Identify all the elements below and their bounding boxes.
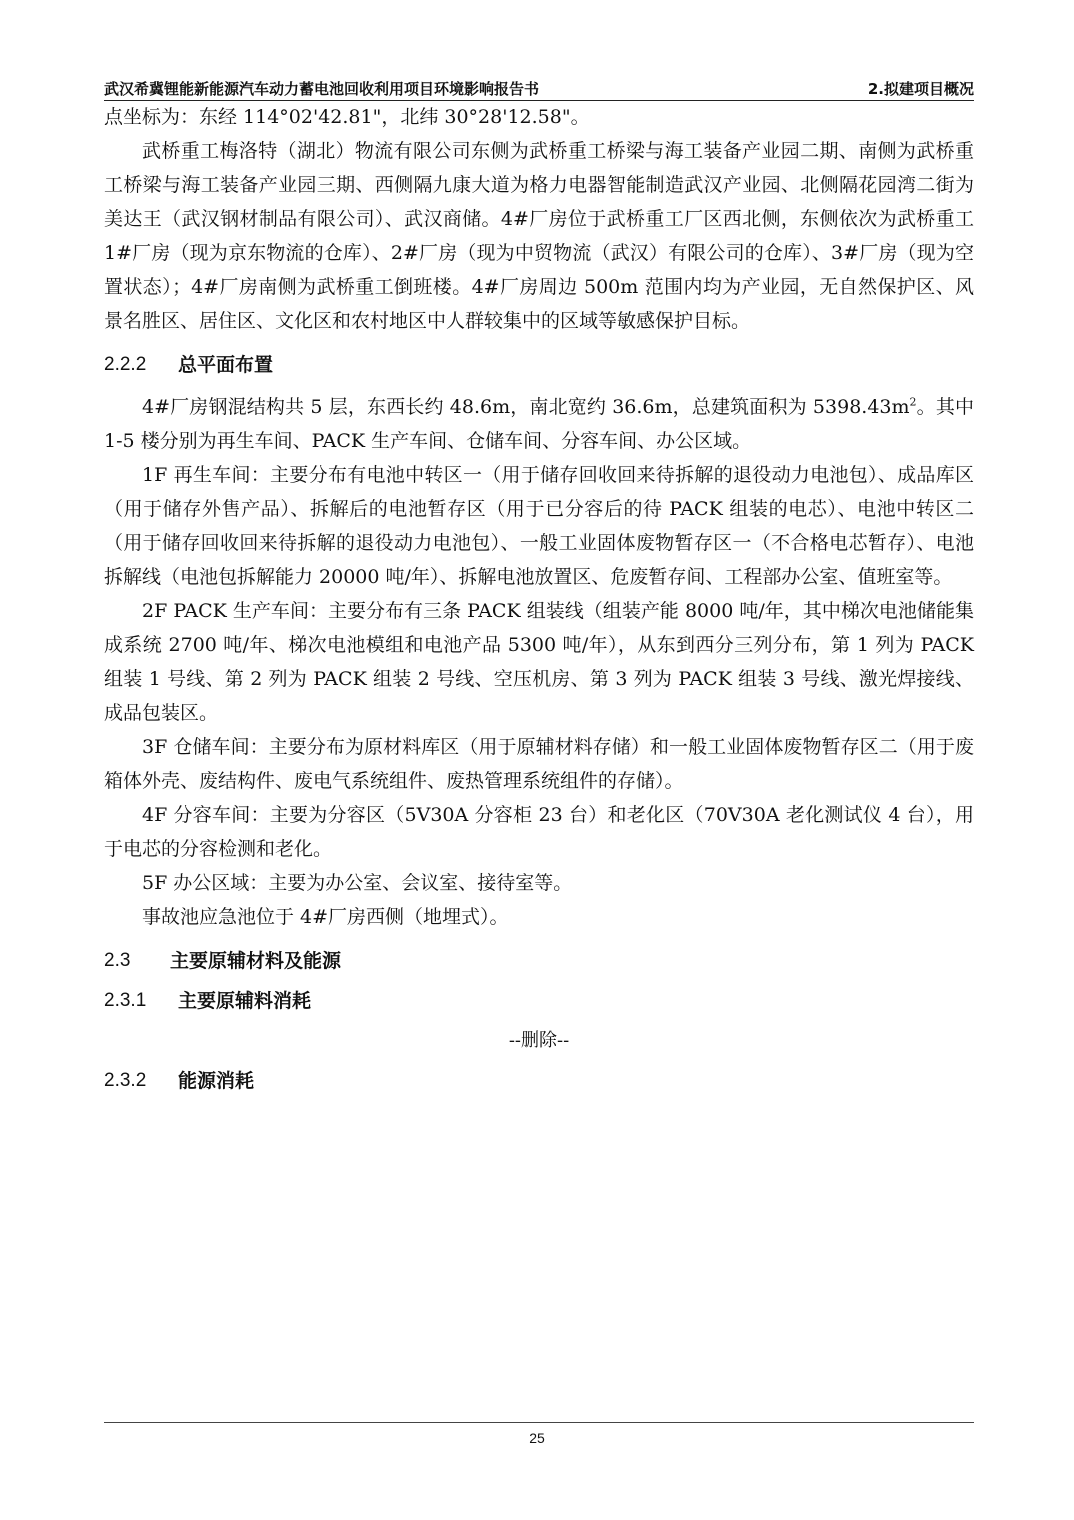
surroundings-paragraph: 武桥重工梅洛特（湖北）物流有限公司东侧为武桥重工桥梁与海工装备产业园二期、南侧为武桥重工桥梁与海工装备产业园三期、西侧隔九康大道为格力电器智能制造武汉产业园、北侧隔花园湾二街为美达王（武汉钢材制品有限公司）、武汉商储。4#厂房位于武桥重工厂区西北侧，东侧依次为武桥重工 1#厂房（现为京东物流的仓库）、2#厂房（现为中贸物流（武汉）有限公司的仓库）、3#厂房（现为空置状态）；4#厂房南侧为武桥重工倒班楼。4#厂房周边 500m 范围内均为产业园，无自然保护区、风景名胜区、居住区、文化区和农村地区中人群较集中的区域等敏感保护目标。 bbox=[104, 140, 974, 332]
section-title: 总平面布置 bbox=[178, 354, 274, 376]
building-structure-paragraph bbox=[104, 390, 974, 458]
floor-1-paragraph: 1F 再生车间：主要分布有电池中转区一（用于储存回收回来待拆解的退役动力电池包）、成品库区（用于储存外售产品）、拆解后的电池暂存区（用于已分容后的待 PACK 组装的电芯）、电池中转区二（用于储存回收回来待拆解的退役动力电池包）、一般工业固体废物暂存区一（不合格电芯暂存）、电池拆解线（电池包拆解能力 20000 吨/年）、拆解电池放置区、危废暂存间、工程部办公室、值班室等。 bbox=[104, 464, 974, 588]
section-title: 能源消耗 bbox=[178, 1070, 255, 1092]
page-header bbox=[104, 76, 974, 100]
floor-2-paragraph: 2F PACK 生产车间：主要分布有三条 PACK 组装线（组装产能 8000 吨/年，其中梯次电池储能集成系统 2700 吨/年、梯次电池模组和电池产品 5300 吨/年），从东到西分三列分布，第 1 列为 PACK 组装 1 号线、第 2 列为 PACK 组装 2 号线、空压机房、第 3 列为 PACK 组装 3 号线、激光焊接线、成品包装区。 bbox=[104, 600, 974, 724]
section-heading-2-3-1 bbox=[104, 988, 974, 1014]
section-heading-2-2-2 bbox=[104, 352, 974, 378]
coordinates-paragraph: 点坐标为：东经 114°02'42.81"，北纬 30°28'12.58"。 bbox=[104, 106, 590, 128]
floor-5-paragraph: 5F 办公区域：主要为办公室、会议室、接待室等。 bbox=[142, 872, 573, 894]
section-number: 2.2.2 bbox=[104, 354, 147, 375]
section-number: 2.3 bbox=[104, 950, 131, 971]
deleted-notice: --删除-- bbox=[508, 1030, 570, 1051]
building-structure-text: 4#厂房钢混结构共 5 层，东西长约 48.6m，南北宽约 36.6m，总建筑面积为 5398.43m bbox=[142, 396, 910, 418]
floor-4-paragraph: 4F 分容车间：主要为分容区（5V30A 分容柜 23 台）和老化区（70V30A 老化测试仪 4 台），用于电芯的分容检测和老化。 bbox=[104, 804, 974, 860]
section-title: 主要原辅材料及能源 bbox=[170, 950, 342, 972]
section-heading-2-3 bbox=[104, 948, 974, 974]
section-number: 2.3.1 bbox=[104, 990, 147, 1011]
emergency-pool-paragraph: 事故池应急池位于 4#厂房西侧（地埋式）。 bbox=[142, 906, 509, 928]
header-document-title: 武汉希冀锂能新能源汽车动力蓄电池回收利用项目环境影响报告书 bbox=[104, 80, 540, 98]
section-title: 主要原辅料消耗 bbox=[178, 990, 312, 1012]
building-structure-tail: 。其中 1-5 楼分别为再生车间、PACK 生产车间、仓储车间、分容车间、办公区域。 bbox=[104, 396, 974, 452]
header-chapter-title: 2.拟建项目概况 bbox=[867, 80, 974, 98]
section-heading-2-3-2 bbox=[104, 1068, 974, 1094]
section-number: 2.3.2 bbox=[104, 1070, 147, 1091]
floor-3-paragraph: 3F 仓储车间：主要分布为原材料库区（用于原辅材料存储）和一般工业固体废物暂存区二（用于废箱体外壳、废结构件、废电气系统组件、废热管理系统组件的存储）。 bbox=[104, 736, 974, 792]
footer-divider bbox=[104, 1422, 974, 1423]
page-number: 25 bbox=[529, 1430, 545, 1446]
page-body bbox=[104, 100, 974, 1106]
superscript-2: 2 bbox=[909, 395, 917, 409]
